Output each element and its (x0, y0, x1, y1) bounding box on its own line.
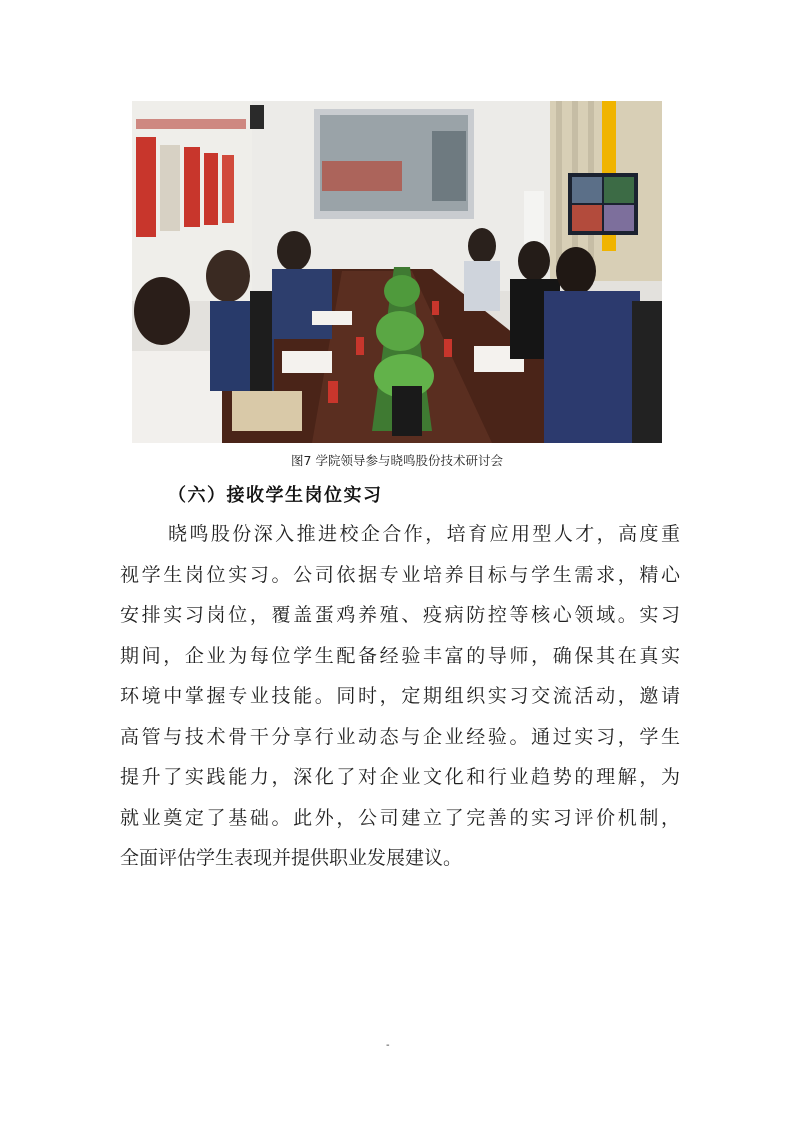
paragraph-line-2: 视学生岗位实习。公司依据专业培养目标与学生需求，精心 (120, 563, 680, 586)
section-heading: （六）接收学生岗位实习 (168, 485, 383, 506)
paragraph-line-4: 期间，企业为每位学生配备经验丰富的导师，确保其在真实 (120, 644, 680, 667)
paragraph-line-5: 环境中掌握专业技能。同时，定期组织实习交流活动，邀请 (120, 685, 680, 707)
paragraph-line-3: 安排实习岗位，覆盖蛋鸡养殖、疫病防控等核心领域。实习 (120, 604, 680, 626)
page-number-mark: - (386, 1040, 390, 1051)
paragraph-line-1: 晓鸣股份深入推进校企合作，培育应用型人才，高度重 (168, 523, 680, 545)
figure-caption: 图7 学院领导参与晓鸣股份技术研讨会 (291, 453, 503, 468)
paragraph-line-8: 就业奠定了基础。此外，公司建立了完善的实习评价机制， (120, 806, 680, 829)
section-paragraph (120, 514, 680, 879)
paragraph-line-7: 提升了实践能力，深化了对企业文化和行业趋势的理解，为 (120, 766, 680, 788)
paragraph-line-9: 全面评估学生表现并提供职业发展建议。 (120, 847, 463, 869)
meeting-photo (132, 101, 662, 443)
meeting-photo-illustration (132, 101, 662, 443)
paragraph-line-6: 高管与技术骨干分享行业动态与企业经验。通过实习，学生 (120, 725, 680, 748)
